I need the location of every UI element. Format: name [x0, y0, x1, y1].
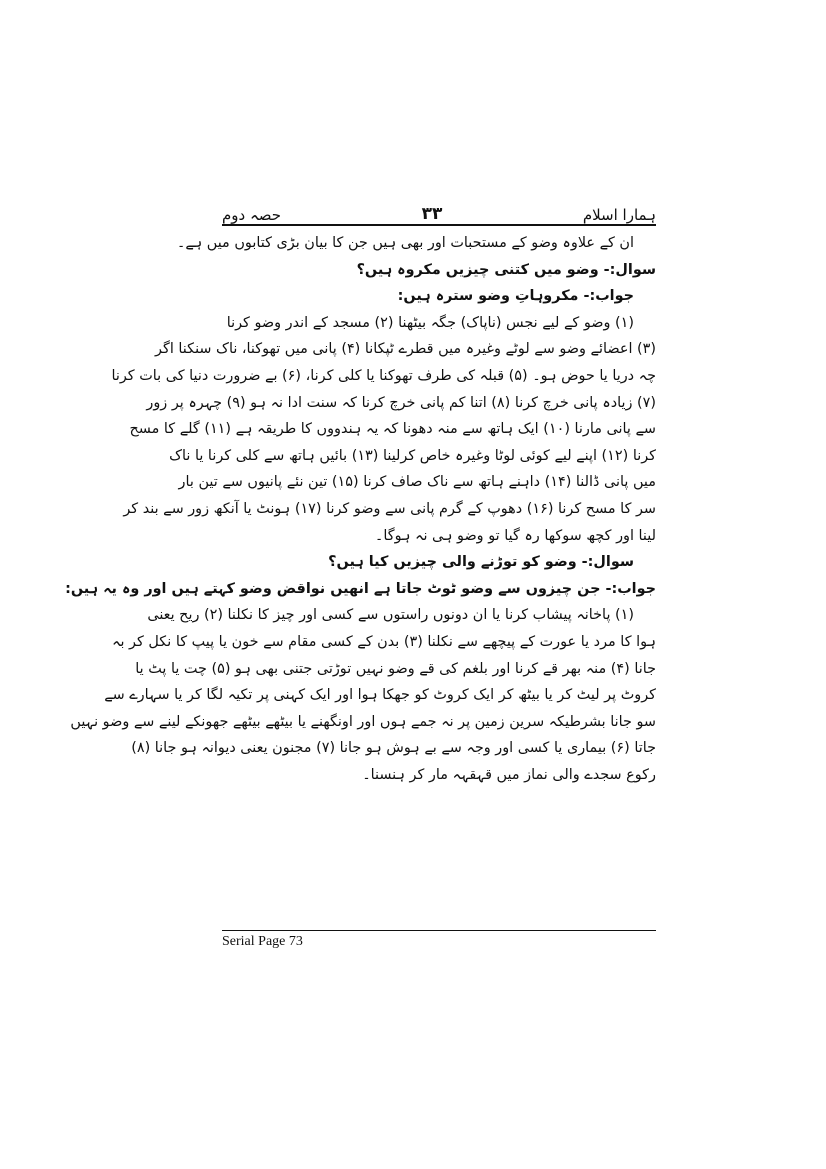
question-line: سوال:- وضو کو توڑنے والی چیزیں کیا ہیں؟ [328, 554, 634, 571]
text-line: کروٹ پر لیٹ کر یا بیٹھ کر ایک کروٹ کو جھکا ہوا اور ایک کہنی پر تکیہ لگا کر یا سہارے سے [104, 687, 656, 704]
text-line: (۳) اعضائے وضو سے لوٹے وغیرہ میں قطرے ٹپکانا (۴) پانی میں تھوکنا، ناک سنکنا اگر [155, 341, 656, 358]
question-line: سوال:- وضو میں کتنی چیزیں مکروہ ہیں؟ [356, 261, 656, 278]
running-header [222, 196, 656, 224]
text-line: جانا (۴) منہ بھر قے کرنا اور بلغم کی قے وضو نہیں توڑتی جتنی بھی ہو (۵) چت یا پٹ یا [135, 660, 656, 677]
text-line: ان کے علاوہ وضو کے مستحبات اور بھی ہیں جن کا بیان بڑی کتابوں میں ہے۔ [176, 235, 634, 251]
text-line: (۱) پاخانہ پیشاب کرنا یا ان دونوں راستوں سے کسی اور چیز کا نکلنا (۲) ریح یعنی [147, 607, 634, 624]
text-line: میں پانی ڈالنا (۱۴) داہنے ہاتھ سے ناک صاف کرنا (۱۵) تین نئے پانیوں سے تین بار [178, 474, 656, 491]
text-line: رکوع سجدے والی نماز میں قہقہہ مار کر ہنسنا۔ [362, 766, 656, 783]
text-line: سر کا مسح کرنا (۱۶) دھوپ کے گرم پانی سے وضو کرنا (۱۷) ہونٹ یا آنکھ زور سے بند کر [123, 500, 656, 517]
footer-rule [222, 930, 656, 931]
text-line: جاتا (۶) بیماری یا کسی اور وجہ سے بے ہوش ہو جانا (۷) مجنون یعنی دیوانہ ہو جانا (۸) [131, 740, 656, 757]
page-number: ۳۳ [421, 204, 443, 224]
answer-line: جواب:- جن چیزوں سے وضو ٹوٹ جاتا ہے انھیں نواقض وضو کہتے ہیں اور وہ یہ ہیں: [65, 580, 656, 597]
header-rule [222, 224, 656, 226]
text-line: ہوا کا مرد یا عورت کے پیچھے سے نکلنا (۳) بدن کے کسی مقام سے خون یا پیپ کا نکل کر بہ [112, 633, 656, 650]
text-line: (۱) وضو کے لیے نجس (ناپاک) جگہ بیٹھنا (۲) مسجد کے اندر وضو کرنا [226, 314, 634, 331]
text-line: چہ دریا یا حوض ہو۔ (۵) قبلہ کی طرف تھوکنا یا کلی کرنا، (۶) بے ضرورت دنیا کی بات کرنا [111, 367, 656, 384]
text-line: سو جانا بشرطیکہ سرین زمین پر نہ جمے ہوں اور اونگھنے یا بیٹھے بیٹھے جھونکے لینے سے وضو نہیں [70, 713, 656, 730]
serial-page-label: Serial Page 73 [222, 934, 303, 949]
text-line: کرنا (۱۲) اپنے لیے کوئی لوٹا وغیرہ خاص کرلینا (۱۳) بائیں ہاتھ سے کلی کرنا یا ناک [169, 447, 656, 464]
part-label: حصہ دوم [222, 206, 282, 224]
book-title: ہمارا اسلام [582, 206, 656, 224]
text-line: سے پانی مارنا (۱۰) ایک ہاتھ سے منہ دھونا کہ یہ ہندووں کا طریقہ ہے (۱۱) گلے کا مسح [129, 421, 656, 438]
text-line: لینا اور کچھ سوکھا رہ گیا تو وضو ہی نہ ہوگا۔ [374, 527, 656, 544]
answer-line: جواب:- مکروہاتِ وضو سترہ ہیں: [397, 288, 634, 305]
text-line: (۷) زیادہ پانی خرچ کرنا (۸) اتنا کم پانی خرچ کرنا کہ سنت ادا نہ ہو (۹) چہرہ پر زور [146, 394, 656, 411]
body-text [65, 230, 656, 788]
